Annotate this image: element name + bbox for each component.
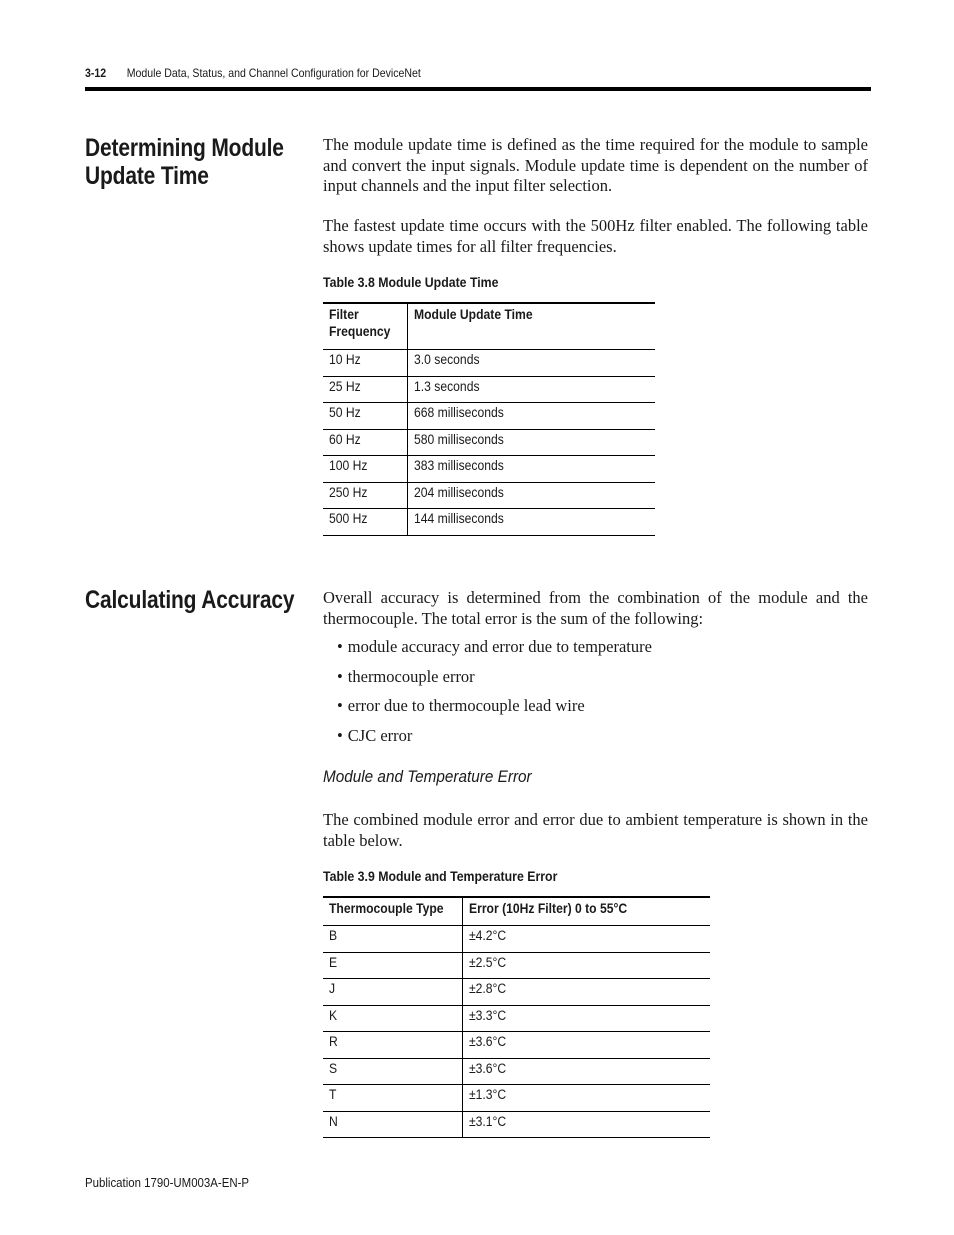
table-cell: 3.0 seconds	[408, 350, 656, 377]
table-cell: 10 Hz	[323, 350, 408, 377]
subheading-module-temperature-error: Module and Temperature Error	[323, 767, 532, 786]
table-cell: S	[323, 1058, 463, 1085]
running-header	[85, 66, 421, 80]
column-header-filter-frequency	[323, 303, 408, 350]
table-row	[323, 952, 710, 979]
table-cell: 144 milliseconds	[408, 509, 656, 536]
heading-line: Determining Module	[85, 134, 284, 162]
table-cell: 25 Hz	[323, 376, 408, 403]
chapter-title: Module Data, Status, and Channel Configuration for DeviceNet	[126, 66, 421, 80]
module-temperature-error-table	[323, 896, 710, 1138]
accuracy-paragraph-2: The combined module error and error due to ambient temperature is shown in the table below.	[323, 810, 868, 850]
list-item: • module accuracy and error due to temperature	[337, 637, 652, 656]
table-caption-3-8: Table 3.8 Module Update Time	[323, 274, 499, 290]
publication-footer: Publication 1790-UM003A-EN-P	[85, 1175, 250, 1190]
table-row	[323, 1111, 710, 1138]
table-row	[323, 456, 655, 483]
table-row	[323, 1058, 710, 1085]
update-paragraph-2: The fastest update time occurs with the 500Hz filter enabled. The following table shows update times for all filter frequencies.	[323, 216, 868, 256]
module-update-time-table	[323, 302, 655, 536]
table-cell: 500 Hz	[323, 509, 408, 536]
table-cell: 1.3 seconds	[408, 376, 656, 403]
table-cell: ±3.3°C	[463, 1005, 711, 1032]
table-cell: N	[323, 1111, 463, 1138]
table-cell: E	[323, 952, 463, 979]
heading-line: Calculating Accuracy	[85, 586, 295, 614]
table-cell: K	[323, 1005, 463, 1032]
table-cell: J	[323, 979, 463, 1006]
table-cell: 383 milliseconds	[408, 456, 656, 483]
table-cell: R	[323, 1032, 463, 1059]
table-row	[323, 1085, 710, 1112]
accuracy-paragraph-1: Overall accuracy is determined from the combination of the module and the thermocouple. The total error is the sum of the following:	[323, 588, 868, 628]
table-cell: ±3.6°C	[463, 1058, 711, 1085]
column-header-thermocouple-type: Thermocouple Type	[323, 897, 463, 926]
table-header-row	[323, 897, 710, 926]
header-line: Frequency	[329, 324, 391, 339]
list-item: • thermocouple error	[337, 666, 475, 686]
heading-line: Update Time	[85, 162, 209, 190]
list-item: • CJC error	[337, 726, 413, 746]
table-row	[323, 509, 655, 536]
section-heading-update-time	[85, 134, 284, 190]
column-header-error: Error (10Hz Filter) 0 to 55°C	[463, 897, 711, 926]
page-number: 3-12	[85, 66, 107, 80]
table-row	[323, 979, 710, 1006]
table-row	[323, 350, 655, 377]
table-cell: ±4.2°C	[463, 926, 711, 953]
table-row	[323, 1005, 710, 1032]
table-caption-3-9: Table 3.9 Module and Temperature Error	[323, 868, 558, 884]
table-row	[323, 376, 655, 403]
table-cell: 100 Hz	[323, 456, 408, 483]
table-cell: 60 Hz	[323, 429, 408, 456]
table-cell: T	[323, 1085, 463, 1112]
table-row	[323, 429, 655, 456]
table-cell: ±2.5°C	[463, 952, 711, 979]
table-row	[323, 926, 710, 953]
table-cell: 50 Hz	[323, 403, 408, 430]
header-rule	[85, 87, 871, 91]
table-cell: 668 milliseconds	[408, 403, 656, 430]
update-paragraph-1: The module update time is defined as the time required for the module to sample and convert the input signals. Module update time is dependent on the number of input channels and the input filter selection.	[323, 135, 868, 195]
table-cell: 250 Hz	[323, 482, 408, 509]
table-cell: 580 milliseconds	[408, 429, 656, 456]
section-heading-calculating-accuracy	[85, 586, 294, 614]
table-header-row	[323, 303, 655, 350]
table-cell: B	[323, 926, 463, 953]
table-cell: 204 milliseconds	[408, 482, 656, 509]
table-cell: ±3.1°C	[463, 1111, 711, 1138]
list-item: • error due to thermocouple lead wire	[337, 696, 585, 716]
header-line: Filter	[329, 307, 359, 322]
table-row	[323, 1032, 710, 1059]
table-cell: ±2.8°C	[463, 979, 711, 1006]
column-header-module-update-time: Module Update Time	[408, 303, 656, 350]
table-cell: ±3.6°C	[463, 1032, 711, 1059]
table-row	[323, 482, 655, 509]
error-sources-list	[337, 637, 652, 756]
table-cell: ±1.3°C	[463, 1085, 711, 1112]
table-row	[323, 403, 655, 430]
